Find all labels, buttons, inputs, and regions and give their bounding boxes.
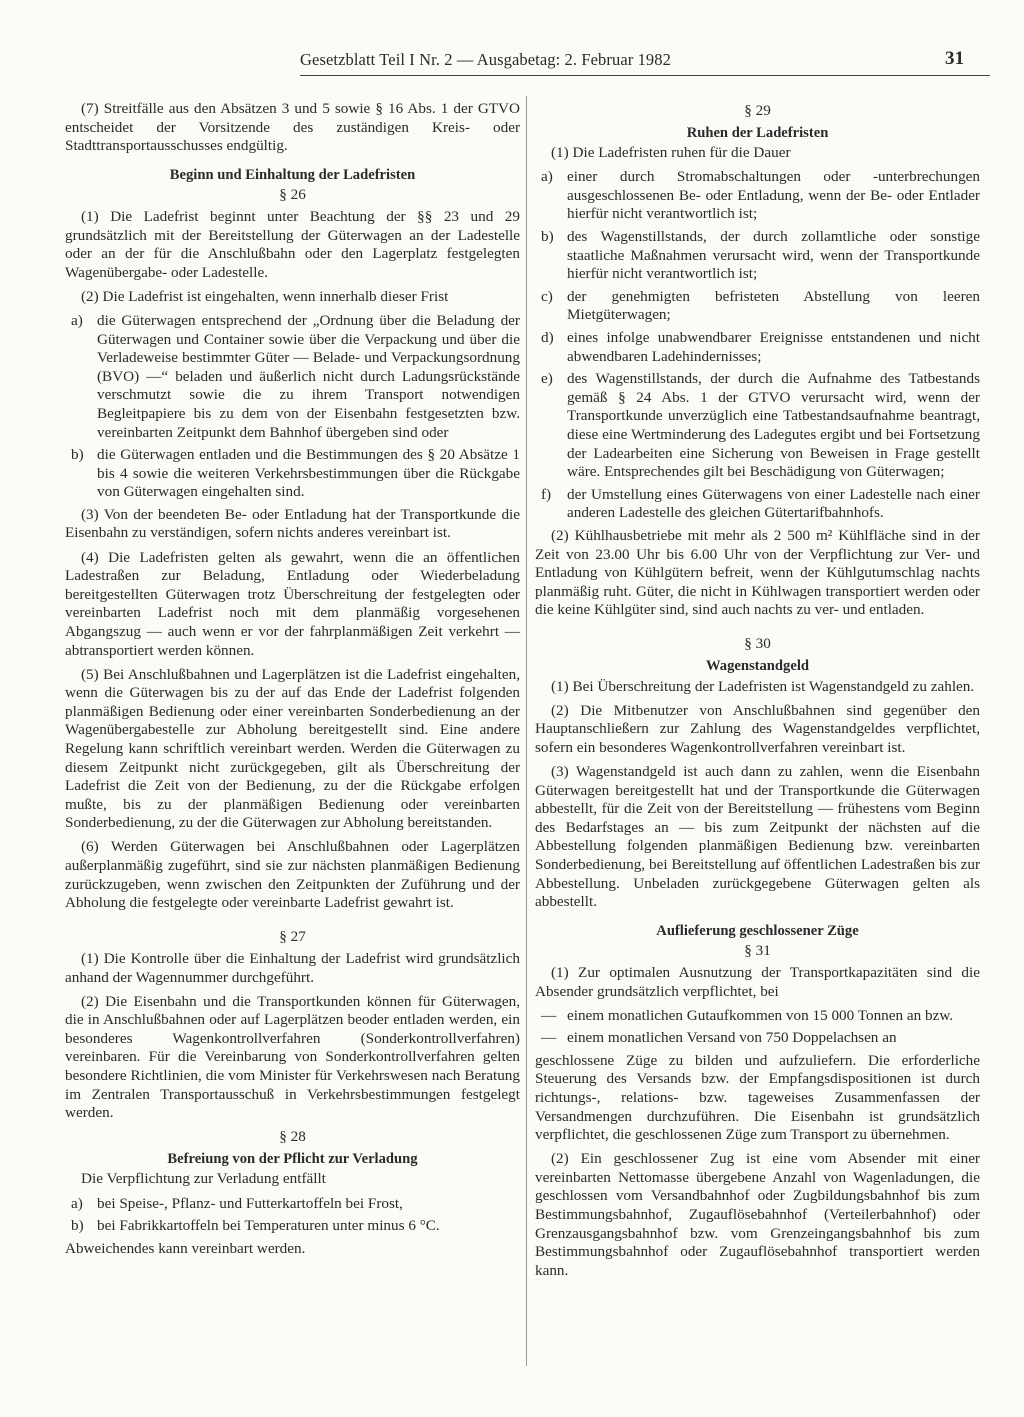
section-heading: Befreiung von der Pflicht zur Verladung xyxy=(167,1150,418,1167)
list-item xyxy=(535,329,980,366)
list-marker: d) xyxy=(541,329,554,347)
list-text: bei Speise-, Pflanz- und Futterkartoffeln bei Frost, xyxy=(97,1194,403,1212)
list-item xyxy=(535,486,980,523)
header-rule xyxy=(300,75,990,76)
list-text: einem monatlichen Versand von 750 Doppelachsen an xyxy=(567,1029,897,1047)
section-number: § 26 xyxy=(279,186,306,204)
list-item xyxy=(535,1007,980,1026)
paragraph: (1) Bei Überschreitung der Ladefristen ist Wagenstandgeld zu zahlen. xyxy=(551,677,975,695)
right-column xyxy=(535,100,980,1286)
section-number: § 30 xyxy=(744,635,771,653)
list-item xyxy=(65,1195,520,1214)
paragraph: (4) Die Ladefristen gelten als gewahrt, wenn die an öffentlichen Ladestraßen zur Beladung, Entladung oder Wiederbeladung bereitgestellten Güterwagen trotz Überschreitung der festgelegten oder vereinbarten Ladefrist noch mit dem planmäßig vorgesehenen Abgangszug — auch wenn er vor der fahrplanmäßigen Zeit verkehrt — abtransportiert werden können. xyxy=(65,548,520,659)
section-number: § 29 xyxy=(744,102,771,119)
paragraph: (1) Die Kontrolle über die Einhaltung der Ladefrist wird grundsätzlich anhand der Wagennummer durchgeführt. xyxy=(65,949,520,986)
list-text: einem monatlichen Gutaufkommen von 15 000 Tonnen an bzw. xyxy=(567,1006,954,1024)
paragraph: (6) Werden Güterwagen bei Anschlußbahnen oder Lagerplätzen außerplanmäßig zugeführt, sind sie zur nächsten planmäßigen Bedienung zurückzugeben, wenn zwischen den Zeitpunkten der Zuführung und der Abholung die festgelegte oder vereinbarte Ladefrist gewahrt ist. xyxy=(65,838,520,912)
list-marker: c) xyxy=(541,287,553,305)
list-item xyxy=(535,1029,980,1048)
list-text: eines infolge unabwendbarer Ereignisse entstandenen und nicht abwendbaren Ladehindernisses; xyxy=(567,329,980,365)
section-number: § 31 xyxy=(744,942,771,960)
list-item xyxy=(535,168,980,224)
list-item xyxy=(535,370,980,482)
column-divider xyxy=(526,96,527,1366)
list-marker: — xyxy=(541,1006,557,1024)
paragraph: (3) Von der beendeten Be- oder Entladung hat der Transportkunde die Eisenbahn zu verständigen, sofern nichts anderes vereinbart ist. xyxy=(65,505,520,542)
list-text: des Wagenstillstands, der durch die Aufnahme des Tatbestands gemäß § 24 Abs. 1 der GTVO verursacht wird, wenn der Transportkunde unverzüglich eine Tatbestandsaufnahme beantragt, diese eine Wertminderung des Ladegutes ergibt und bei Fortsetzung der Ladearbeiten eine Sicherung von Beweisen in Frage gestellt wäre. Entsprechendes gilt bei Beschädigung von Güterwagen; xyxy=(567,370,980,481)
list-text: des Wagenstillstands, der durch zollamtliche oder sonstige staatliche Maßnahmen verursacht wird, wenn der Transportkunde hierfür nicht verantwortlich ist; xyxy=(567,228,980,283)
paragraph: (2) Die Mitbenutzer von Anschlußbahnen sind gegenüber den Hauptanschließern zur Zahlung des Wagenstandgeldes verpflichtet, sofern ein besonderes Wagenkontrollverfahren vereinbart ist. xyxy=(535,701,980,756)
paragraph: Die Verpflichtung zur Verladung entfällt xyxy=(81,1170,326,1188)
list-marker: — xyxy=(541,1029,557,1047)
paragraph: (7) Streitfälle aus den Absätzen 3 und 5 sowie § 16 Abs. 1 der GTVO entscheidet der Vorsitzende des zuständigen Kreis- oder Stadttransportausschusses endgültig. xyxy=(65,100,520,155)
list-text: die Güterwagen entladen und die Bestimmungen des § 20 Absätze 1 bis 4 sowie die weiteren Verkehrsbestimmungen über die Rückgabe von Güterwagen eingehalten sind. xyxy=(97,446,520,501)
list-marker: a) xyxy=(71,311,83,329)
paragraph: (5) Bei Anschlußbahnen und Lagerplätzen ist die Ladefrist eingehalten, wenn die Güterwagen bis zu der auf das Ende der Ladefrist folgenden planmäßigen Bedienung oder einer vereinbarten Sonderbedienung an der Wagenübergabestelle zur Abholung bereitgestellt sind. Eine andere Regelung kann schriftlich vereinbart werden. Werden die Güterwagen zu diesem Zeitpunkt nicht zurückgegeben, gilt als Überschreitung der Ladefrist die Zeit von der Bedienung, zu der die Rückgabe erfolgen mußte, bis zu der planmäßigen Bedienung oder vereinbarten Sonderbedienung, zu der die Güterwagen zur Abholung bereitstanden. xyxy=(65,665,520,832)
paragraph: (2) Ein geschlossener Zug ist eine vom Absender mit einer vereinbarten Nettomasse übergebene Anzahl von Wagenladungen, die geschlossen vom Versandbahnhof oder Zugbildungsbahnhof bis zum Bestimmungsbahnhof, Zugauflösebahnhof (Verteilerbahnhof) oder Grenzausgangsbahnhof bzw. vom Grenzeingangsbahnhof bis zum Bestimmungsbahnhof oder Zugauflösebahnhof transportiert werden kann. xyxy=(535,1150,980,1279)
list-marker: b) xyxy=(71,446,84,464)
section-heading: Wagenstandgeld xyxy=(706,658,809,675)
paragraph: geschlossene Züge zu bilden und aufzuliefern. Die erforderliche Steuerung des Versands bzw. der Empfangsdispositionen ist durch richtungs-, relations- bzw. tageweises Zusammenfassen der Versandmengen durchzuführen. Die Eisenbahn ist grundsätzlich verpflichtet, die geschlossenen Züge zum Transport zu übernehmen. xyxy=(535,1051,980,1144)
section-heading: Auflieferung geschlossener Züge xyxy=(656,922,859,939)
list-marker: a) xyxy=(541,168,553,186)
running-title: Gesetzblatt Teil I Nr. 2 — Ausgabetag: 2. Februar 1982 xyxy=(300,50,671,69)
list-item xyxy=(65,312,520,442)
list-marker: b) xyxy=(541,228,554,246)
paragraph: (1) Die Ladefristen ruhen für die Dauer xyxy=(551,144,791,162)
list-marker: b) xyxy=(71,1217,84,1235)
section-heading: Beginn und Einhaltung der Ladefristen xyxy=(169,166,416,183)
list-marker: e) xyxy=(541,370,553,388)
list-text: die Güterwagen entsprechend der „Ordnung über die Beladung der Güterwagen und Container sowie über die Verpackung und über die Verladeweise bestimmter Güter — Belade- und Verpackungsordnung (BVO) —“ beladen und äußerlich nicht durch Ladungsrückstände verschmutzt sowie die zu ihrem Transport notwendigen Begleitpapiere bis zu dem von der Eisenbahn festgesetzten bzw. vereinbarten Zeitpunkt dem Bahnhof übergeben sind oder xyxy=(97,311,520,441)
paragraph: (2) Kühlhausbetriebe mit mehr als 2 500 m² Kühlfläche sind in der Zeit von 23.00 Uhr bis 6.00 Uhr von der Verpflichtung zur Ver- und Entladung von Kühlgütern befreit, wenn der Kühlgutumschlag nachts planmäßig ruht. Güter, die nicht in Kühlwagen transportiert werden oder die keine Kühlgüter sind, sind auch nachts zu ver- und entladen. xyxy=(535,526,980,619)
left-column xyxy=(65,100,520,1264)
paragraph: (1) Die Ladefrist beginnt unter Beachtung der §§ 23 und 29 grundsätzlich mit der Bereitstellung der Güterwagen an der Ladestelle oder an der für die Anschlußbahn oder den Lagerplatz festgelegten Wagenübergabe- oder Ladestelle. xyxy=(65,207,520,281)
section-number: § 27 xyxy=(279,928,306,946)
section-number: § 28 xyxy=(279,1128,306,1146)
paragraph: (1) Zur optimalen Ausnutzung der Transportkapazitäten sind die Absender grundsätzlich verpflichtet, bei xyxy=(535,963,980,1000)
paragraph: (2) Die Ladefrist ist eingehalten, wenn innerhalb dieser Frist xyxy=(81,287,449,305)
list-text: der Umstellung eines Güterwagens von einer Ladestelle nach einer anderen Ladestelle des gleichen Gütertarifbahnhofs. xyxy=(567,485,980,522)
paragraph: (2) Die Eisenbahn und die Transportkunden können für Güterwagen, die in Anschlußbahnen oder auf Lagerplätzen beoder entladen werden, ein besonderes Wagenkontrollverfahren (Sonderkontrollverfahren) vereinbaren. Für die Vereinbarung von Sonderkontrollverfahren gelten besondere Richtlinien, die vom Minister für Verkehrswesen nach Beratung im Zentralen Transportausschuß in Verkehrsbestimmungen festgelegt werden. xyxy=(65,992,520,1122)
list-marker: f) xyxy=(541,485,552,503)
list-text: einer durch Stromabschaltungen oder -unterbrechungen ausgeschlossenen Be- oder Entladung, wenn der Be- oder Entlader hierfür nicht verantwortlich ist; xyxy=(567,168,980,223)
section-heading: Ruhen der Ladefristen xyxy=(686,124,829,141)
list-marker: a) xyxy=(71,1194,83,1212)
list-item xyxy=(535,228,980,284)
list-item xyxy=(65,1217,520,1236)
list-text: der genehmigten befristeten Abstellung von leeren Mietgüterwagen; xyxy=(567,287,980,324)
page-number: 31 xyxy=(945,48,965,69)
list-text: bei Fabrikkartoffeln bei Temperaturen unter minus 6 °C. xyxy=(97,1217,440,1235)
paragraph: (3) Wagenstandgeld ist auch dann zu zahlen, wenn die Eisenbahn Güterwagen bereitgestellt hat und der Transportkunde die Güterwagen abbestellt, für die Zeit von der Bereitstellung — frühestens vom Beginn des Bedarfstages an — bis zum Zeitpunkt der nächsten auf die Abbestellung folgenden planmäßigen Bedienung bzw. vereinbarten Sonderbedienung, bei Bereitstellung auf öffentlichen Ladestraßen bis zur Abbestellung. Unbeladen zurückgegebene Güterwagen gelten als abbestellt. xyxy=(535,763,980,911)
list-item xyxy=(65,446,520,502)
paragraph: Abweichendes kann vereinbart werden. xyxy=(65,1239,306,1257)
list-item xyxy=(535,288,980,325)
